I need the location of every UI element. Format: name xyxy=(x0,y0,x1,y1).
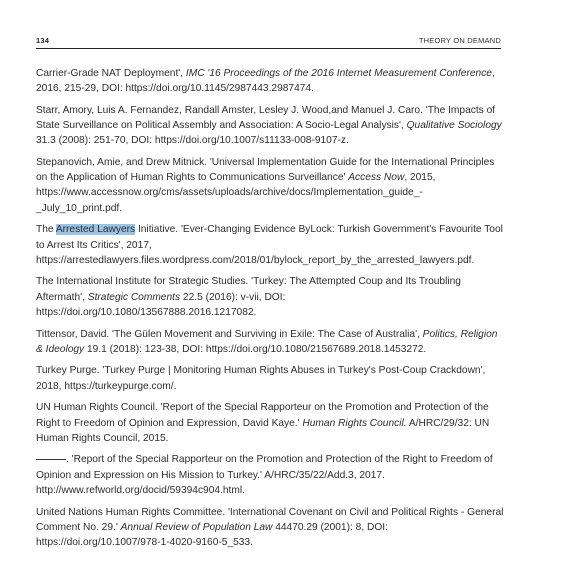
reference-entry xyxy=(36,274,504,320)
reference-source-title: Human Rights Council. xyxy=(302,417,407,429)
reference-entry xyxy=(36,505,504,551)
reference-source-title: Strategic Comments xyxy=(87,291,181,303)
reference-text: Stepanovich, Amie, and Drew Mitnick. 'Universal Implementation Guide for the International Principles on the Application of Human Rights to Communications Surveillance' xyxy=(36,157,495,184)
reference-source-title: Annual Review of Population Law xyxy=(120,521,273,533)
reference-text: Turkey Purge. 'Turkey Purge | Monitoring Human Rights Abuses in Turkey's Post-Coup Crackdown', 2018, https://turkeypurge.com/. xyxy=(36,365,486,392)
header-rule xyxy=(36,48,501,49)
reference-text: Tittensor, David. 'The Gülen Movement and Surviving in Exile: The Case of Australia', xyxy=(36,328,423,340)
repeat-author-dash xyxy=(36,459,66,460)
reference-entry xyxy=(36,155,504,216)
reference-entry xyxy=(36,66,504,96)
reference-text: Starr, Amory, Luis A. Fernandez, Randall Amster, Lesley J. Wood,and Manuel J. Caro. 'The Impacts of State Surveillance on Political Assembly and Association: A Socio-Legal Analysis', xyxy=(36,104,496,132)
reference-text: , 2015, https://www.accessnow.org/cms/assets/uploads/archive/docs/Implementation_guide_-_July_10_print.pdf. xyxy=(36,172,436,214)
reference-text: , 2016, 215-29, DOI: https://doi.org/10.1145/2987443.2987474. xyxy=(36,68,495,95)
reference-text: The xyxy=(36,224,56,236)
reference-text: 44470.29 (2001): 8, DOI: https://doi.org/10.1007/978-1-4020-9160-5_533. xyxy=(36,521,388,548)
reference-source-title: IMC '16 Proceedings of the 2016 Internet Measurement Conference xyxy=(185,68,492,79)
reference-text: 31.3 (2008): 251-70, DOI: https://doi.org/10.1007/s11133-008-9107-z. xyxy=(36,135,349,147)
page-number: 134 xyxy=(36,36,50,45)
highlighted-selection[interactable]: Arrested Lawyers xyxy=(55,224,136,236)
reference-text: A/HRC/29/32: UN Human Rights Council, 2015. xyxy=(36,417,490,444)
reference-text: . 'Report of the Special Rapporteur on the Promotion and Protection of the Right to Freedom of Opinion and Expression on His Mission to Turkey.' A/HRC/35/22/Add.3, 2017. http://www.refworld.org/docid/59394c904.html. xyxy=(36,454,493,496)
reference-text: United Nations Human Rights Committee. 'International Covenant on Civil and Political Rights - General Comment No. 29.' xyxy=(36,506,504,533)
reference-entry xyxy=(36,103,504,149)
reference-text: Initiative. 'Ever-Changing Evidence ByLock: Turkish Government's Favourite Tool to Arrest Its Critics', 2017, https://arrestedlawyers.files.wordpress.com/2018/01/bylock_report_by_the_arrested_lawyers.pdf. xyxy=(36,224,503,266)
reference-source-title: Access Now xyxy=(348,172,405,184)
reference-list xyxy=(36,66,504,557)
reference-entry xyxy=(36,222,504,268)
running-head: THEORY ON DEMAND xyxy=(418,36,501,45)
reference-text: 22.5 (2016): v-vii, DOI: https://doi.org/10.1080/13567888.2016.1217082. xyxy=(36,291,286,318)
reference-entry xyxy=(36,400,504,446)
reference-entry xyxy=(36,452,504,498)
reference-text: UN Human Rights Council. 'Report of the Special Rapporteur on the Promotion and Protection of the Right to Freedom of Opinion and Expression, David Kaye.' xyxy=(36,402,489,429)
reference-source-title: Qualitative Sociology xyxy=(406,120,502,132)
page-header xyxy=(36,36,501,48)
reference-source-title: Politics, Religion & Ideology xyxy=(36,328,498,355)
reference-entry xyxy=(36,363,504,393)
reference-text: Carrier-Grade NAT Deployment', xyxy=(36,68,186,79)
reference-entry xyxy=(36,327,504,357)
reference-text: The International Institute for Strategic Studies. 'Turkey: The Attempted Coup and Its Troubling Aftermath', xyxy=(36,276,461,303)
reference-text: 19.1 (2018): 123-38, DOI: https://doi.org/10.1080/21567689.2018.1453272. xyxy=(84,343,427,355)
